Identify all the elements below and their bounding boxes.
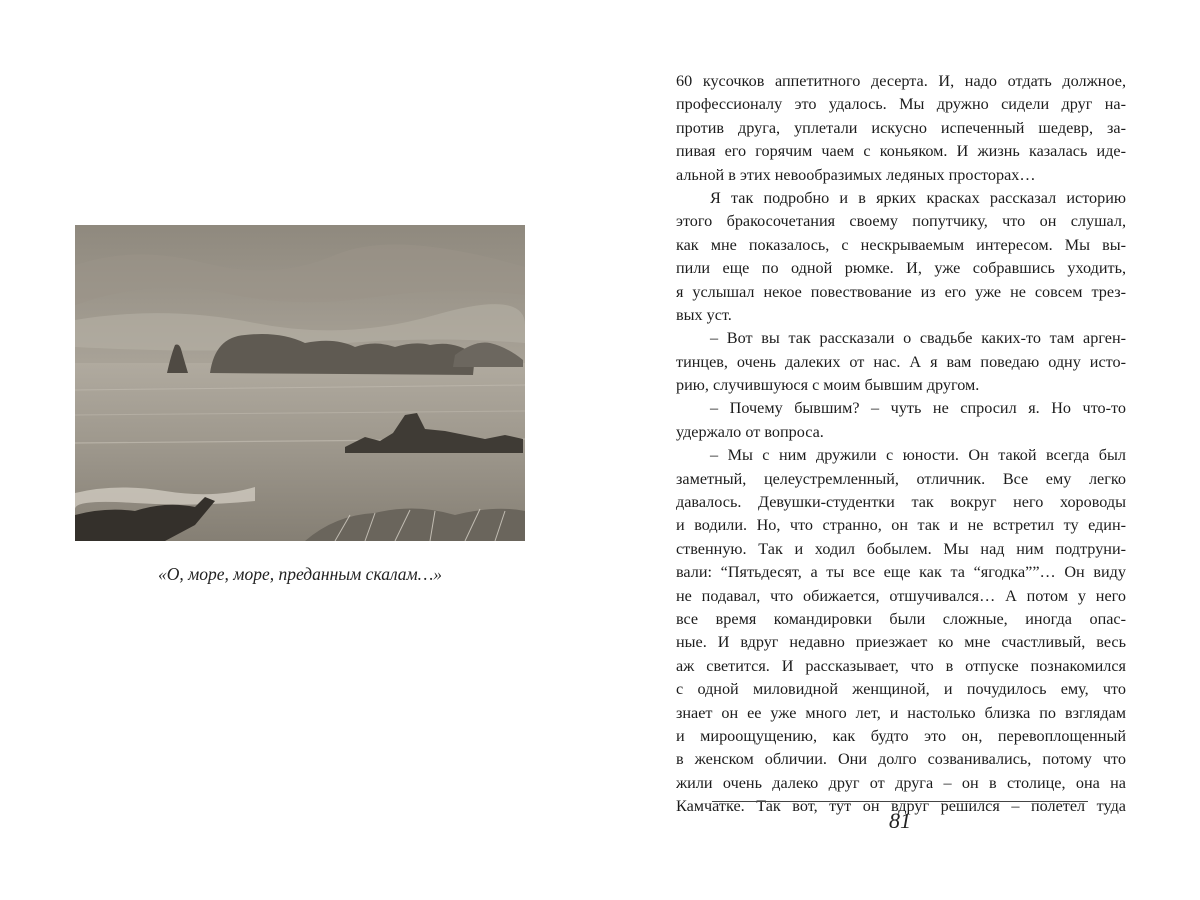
- text-line: аж светится. И рассказывает, что в отпуске познакомился: [676, 656, 1126, 675]
- text-line: рию, случившуюся с моим бывшим другом.: [676, 376, 980, 395]
- text-line: – Вот вы так рассказали о свадьбе каких-то там арген-: [710, 329, 1126, 348]
- text-line: ные. И вдруг недавно приезжает ко мне счастливый, весь: [676, 633, 1126, 652]
- text-line: знает он ее уже много лет, и настолько близка по взглядам: [676, 703, 1126, 722]
- text-line: заметный, целеустремленный, отличник. Все ему легко: [676, 469, 1126, 488]
- right-page: [600, 0, 1200, 900]
- seascape-illustration: [75, 225, 525, 541]
- text-line: профессионалу это удалось. Мы дружно сидели друг на-: [676, 95, 1126, 114]
- text-line: давалось. Девушки-студентки так вокруг него хороводы: [676, 493, 1126, 512]
- illustration-caption: «О, море, море, преданным скалам…»: [157, 564, 443, 584]
- text-line: Я так подробно и в ярких красках рассказал историю: [710, 188, 1126, 207]
- text-line: как мне показалось, с нескрываемым интересом. Мы вы-: [676, 235, 1126, 254]
- text-line: пили еще по одной рюмке. И, уже собравшись уходить,: [676, 259, 1126, 278]
- text-line: в женском обличии. Они долго созванивались, потому что: [676, 750, 1126, 769]
- text-line: против друга, уплетали искусно испеченный шедевр, за-: [676, 118, 1126, 137]
- text-line: Камчатке. Так вот, тут он вдруг решился – полетел туда: [676, 797, 1126, 816]
- text-line: альной в этих невообразимых ледяных просторах…: [676, 165, 1036, 184]
- text-line: удержало от вопроса.: [676, 422, 824, 441]
- text-line: тинцев, очень далеких от нас. А я вам поведаю одну исто-: [676, 352, 1126, 371]
- footer-rule: [712, 801, 1088, 802]
- text-line: и водили. Но, что странно, он так и не встретил ту един-: [676, 516, 1126, 535]
- text-line: пивая его горячим чаем с коньяком. И жизнь казалась иде-: [676, 142, 1126, 161]
- body-text: [676, 70, 1126, 819]
- text-line: все время командировки были сложные, иногда опас-: [676, 609, 1126, 628]
- text-line: – Мы с ним дружили с юности. Он такой всегда был: [710, 446, 1126, 465]
- text-line: вали: “Пятьдесят, а ты все еще как та “ягодка””… Он виду: [676, 563, 1126, 582]
- text-line: ственную. Так и ходил бобылем. Мы над ним подтруни-: [676, 539, 1126, 558]
- text-line: – Почему бывшим? – чуть не спросил я. Но что-то: [710, 399, 1126, 418]
- text-line: вых уст.: [676, 305, 732, 324]
- text-line: 60 кусочков аппетитного десерта. И, надо отдать должное,: [676, 72, 1126, 90]
- text-line: я услышал некое повествование из его уже не совсем трез-: [676, 282, 1126, 301]
- text-line: не подавал, что обижается, отшучивался… А потом у него: [676, 586, 1126, 605]
- text-line: и мироощущению, как будто это он, перевоплощенный: [676, 726, 1126, 745]
- text-line: с одной миловидной женщиной, и почудилось ему, что: [676, 680, 1126, 699]
- text-line: этого бракосочетания своему попутчику, что он слушал,: [676, 212, 1126, 231]
- text-line: жили очень далеко друг от друга – он в столице, она на: [676, 773, 1126, 792]
- page-number: 81: [889, 808, 911, 833]
